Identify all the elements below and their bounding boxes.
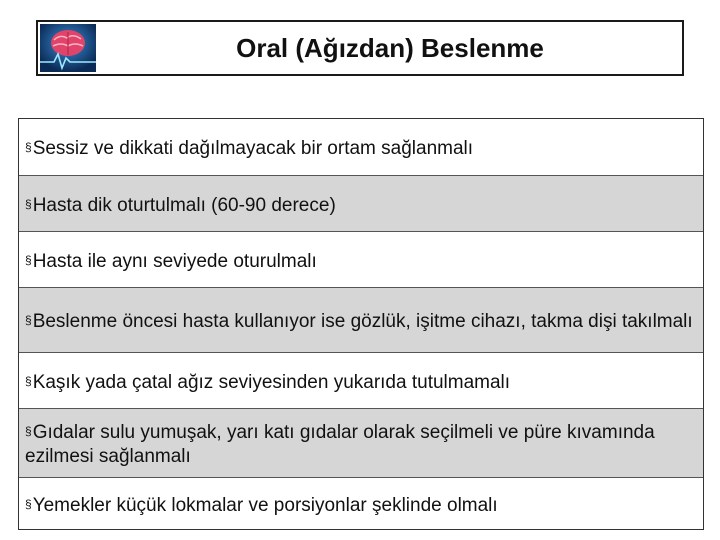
list-item-text: Hasta dik oturtulmalı (60-90 derece) [32,194,336,216]
list-item-text: Kaşık yada çatal ağız seviyesinden yukarıda tutulmamalı [32,371,511,393]
bullet-icon: § [25,424,32,438]
bullet-table [18,118,704,530]
title-bar [36,20,684,76]
list-item-text: Sessiz ve dikkati dağılmayacak bir ortam sağlanmalı [32,138,474,159]
bullet-icon: § [25,140,32,154]
list-item [19,175,703,231]
list-item [19,119,703,175]
list-item [19,352,703,408]
bullet-icon: § [25,252,32,267]
list-item [19,287,703,352]
page-title: Oral (Ağızdan) Beslenme [236,33,544,63]
bullet-icon: § [25,373,32,388]
list-item-text: Hasta ile aynı seviyede oturulmalı [32,250,317,272]
bullet-icon: § [25,496,32,511]
list-item [19,231,703,287]
bullet-icon: § [25,313,32,327]
list-item [19,477,703,529]
brain-ecg-icon [40,24,96,72]
list-item-text: Gıdalar sulu yumuşak, yarı katı gıdalar olarak seçilmeli ve püre kıvamında ezilmesi sağlanmalı [25,422,655,467]
bullet-icon: § [25,196,32,211]
list-item-text: Beslenme öncesi hasta kullanıyor ise gözlük, işitme cihazı, takma dişi takılmalı [32,311,693,332]
list-item [19,408,703,477]
list-item-text: Yemekler küçük lokmalar ve porsiyonlar şeklinde olmalı [32,494,498,516]
